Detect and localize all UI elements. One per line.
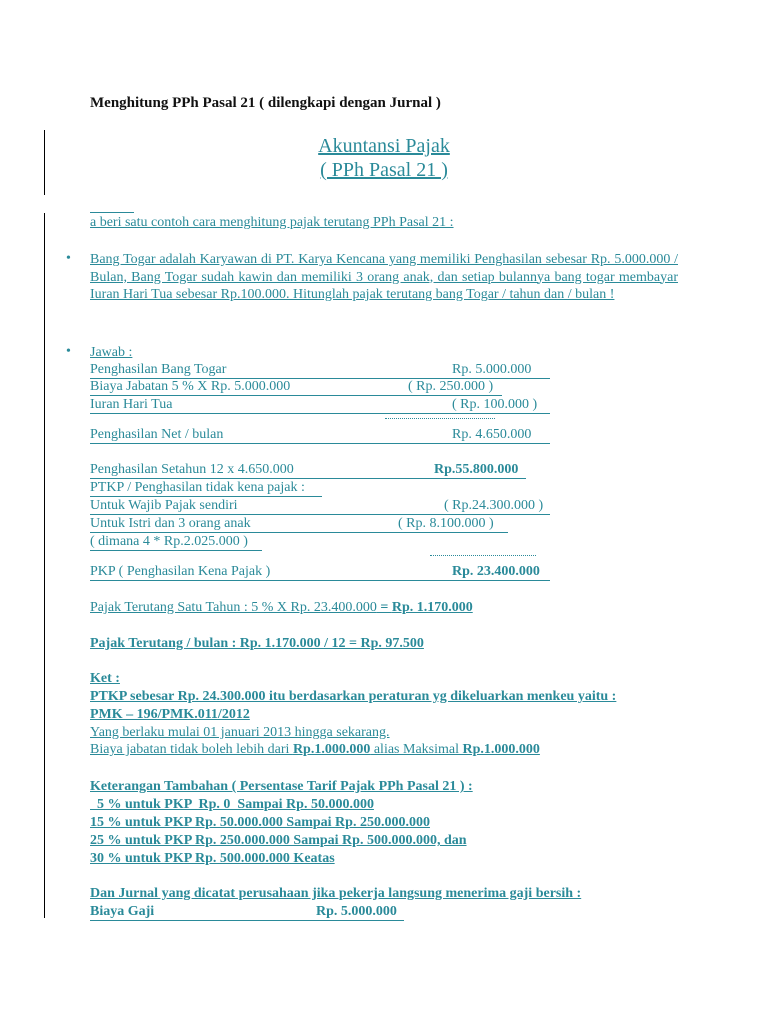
row-iuran-value: ( Rp. 100.000 ) [452,397,538,412]
short-rule [90,212,134,213]
jurnal-label: Dan Jurnal yang dicatat perusahaan jika pekerja langsung menerima gaji bersih : [90,886,582,901]
row-iuran-label: Iuran Hari Tua [90,397,173,412]
row-setahun-value: Rp.55.800.000 [434,462,519,477]
pajak-tahun-line [90,599,473,616]
tarif-item-1: 5 % untuk PKP Rp. 0 Sampai Rp. 50.000.000 [90,797,374,812]
row-setahun-label: Penghasilan Setahun 12 x 4.650.000 [90,462,294,477]
ket-line-4-c: alias Maksimal [370,742,463,757]
row-biaya-gaji-value: Rp. 5.000.000 [316,904,397,919]
subtotal-dotted-line-2 [430,555,536,556]
row-penghasilan-value: Rp. 5.000.000 [452,362,532,377]
intro-text: a beri satu contoh cara menghitung pajak terutang PPh Pasal 21 : [90,215,454,230]
row-istri-anak-value: ( Rp. 8.100.000 ) [398,516,494,531]
row-biaya-jabatan [90,378,502,396]
ket-label: Ket : [90,671,120,686]
row-pkp-label: PKP ( Penghasilan Kena Pajak ) [90,564,271,579]
row-ptkp-label [90,479,322,497]
heading-line-2: ( PPh Pasal 21 ) [320,159,448,181]
heading-line-1: Akuntansi Pajak [318,135,450,157]
tarif-item-4: 30 % untuk PKP Rp. 500.000.000 Keatas [90,851,335,866]
row-istri-anak-label: Untuk Istri dan 3 orang anak [90,516,251,531]
row-istri-anak [90,515,508,533]
answer-label: Jawab : [90,345,133,360]
ket-line-4-d: Rp.1.000.000 [462,742,540,757]
subtotal-dotted-line-1 [385,418,495,419]
row-pkp-value: Rp. 23.400.000 [452,564,540,579]
ket-line-2: PMK – 196/PMK.011/2012 [90,707,250,722]
row-penghasilan [90,361,550,379]
row-biaya-gaji-label: Biaya Gaji [90,904,155,919]
pajak-tahun-label: Pajak Terutang Satu Tahun : 5 % X Rp. 23.400.000 [90,600,377,615]
tarif-item-3: 25 % untuk PKP Rp. 250.000.000 Sampai Rp. 500.000.000, dan [90,833,467,848]
row-penghasilan-label: Penghasilan Bang Togar [90,362,227,377]
row-setahun [90,461,526,479]
ket-line-3: Yang berlaku mulai 01 januari 2013 hingga sekarang. [90,725,390,740]
document-title: Menghitung PPh Pasal 21 ( dilengkapi dengan Jurnal ) [90,95,441,111]
row-net-value: Rp. 4.650.000 [452,427,532,442]
bullet-dot-answer: • [66,344,71,359]
tambahan-label: Keterangan Tambahan ( Persentase Tarif Pajak PPh Pasal 21 ) : [90,779,473,794]
row-dimana [90,533,262,551]
row-net-label: Penghasilan Net / bulan [90,427,224,442]
row-wp-sendiri-value: ( Rp.24.300.000 ) [444,498,544,513]
row-biaya-jabatan-value: ( Rp. 250.000 ) [408,379,494,394]
pajak-bulan-line: Pajak Terutang / bulan : Rp. 1.170.000 / 12 = Rp. 97.500 [90,636,424,651]
ket-line-1: PTKP sebesar Rp. 24.300.000 itu berdasarkan peraturan yg dikeluarkan menkeu yaitu : [90,689,617,704]
tarif-item-2: 15 % untuk PKP Rp. 50.000.000 Sampai Rp. 250.000.000 [90,815,430,830]
ptkp-label-text: PTKP / Penghasilan tidak kena pajak : [90,480,305,495]
row-wp-sendiri-label: Untuk Wajib Pajak sendiri [90,498,238,513]
row-biaya-jabatan-label: Biaya Jabatan 5 % X Rp. 5.000.000 [90,379,291,394]
ket-line-4-b: Rp.1.000.000 [292,742,371,757]
left-margin-bar-bottom [44,213,45,918]
ket-line-4 [90,741,540,758]
pajak-tahun-value: Rp. 1.170.000 [391,600,473,615]
row-net [90,426,550,444]
row-iuran [90,396,550,414]
pajak-tahun-eq: = [376,600,392,615]
row-biaya-gaji [90,903,404,921]
row-wp-sendiri [90,497,550,515]
bullet-dot-problem: • [66,251,71,266]
problem-paragraph: Bang Togar adalah Karyawan di PT. Karya Kencana yang memiliki Penghasilan sebesar Rp. 5.000.000 / Bulan, Bang Togar sudah kawin dan memiliki 3 orang anak, dan setiap bulannya bang togar membayar Iuran Hari Tua sebesar Rp.100.000. Hitunglah pajak terutang bang Togar / tahun dan / bulan ! [90,252,678,302]
row-pkp [90,563,550,581]
ket-line-4-a: Biaya jabatan tidak boleh lebih dari [90,742,293,757]
dimana-text: ( dimana 4 * Rp.2.025.000 ) [90,534,248,549]
